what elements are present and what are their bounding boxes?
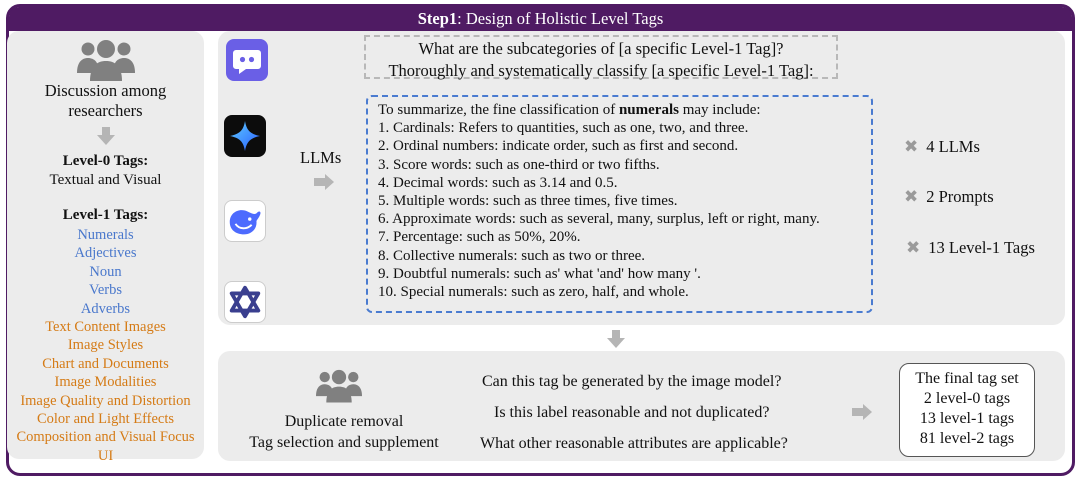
down-arrow-icon xyxy=(97,127,115,145)
tag-item: Text Content Images xyxy=(45,319,166,336)
response-intro: To summarize, the fine classification of numerals may include: xyxy=(378,102,761,118)
response-item: 6. Approximate words: such as several, many, surplus, left or right, many. xyxy=(378,211,820,228)
right-arrow-icon xyxy=(314,174,334,190)
tag-item: Numerals xyxy=(77,227,134,243)
level0-heading: Level-0 Tags: xyxy=(62,153,149,169)
level0-value: Textual and Visual xyxy=(49,172,162,188)
tag-item: Noun xyxy=(89,263,122,280)
stat-llms: ✖ 4 LLMs xyxy=(904,137,980,157)
stat-prompts: ✖ 2 Prompts xyxy=(904,187,994,207)
step-title: Step1: Design of Holistic Level Tags xyxy=(9,7,1072,31)
chat-bot-icon xyxy=(226,39,268,81)
multiply-icon: ✖ xyxy=(906,238,921,258)
question-text: What other reasonable attributes are applicable? xyxy=(480,435,788,452)
tag-item: Image Quality and Distortion xyxy=(20,392,191,409)
tag-item: Image Modalities xyxy=(54,374,157,391)
whale-icon xyxy=(224,200,266,242)
tag-item: Chart and Documents xyxy=(42,355,169,372)
left-panel xyxy=(7,31,204,464)
multiply-icon: ✖ xyxy=(904,187,919,207)
prompt-line: What are the subcategories of [a specific Level-1 Tag]? xyxy=(418,39,784,58)
stat-level1-tags: ✖ 13 Level-1 Tags xyxy=(906,238,1035,258)
refinement-steps: Duplicate removal Tag selection and supplement xyxy=(249,413,439,451)
prompt-line: Thoroughly and systematically classify [a specific Level-1 Tag]: xyxy=(388,61,814,80)
response-box xyxy=(366,95,873,313)
tag-item: Adverbs xyxy=(80,300,131,317)
final-tag-set-box: The final tag set 2 level-0 tags 13 level-1 tags 81 level-2 tags xyxy=(899,363,1035,457)
level1-tag-list xyxy=(7,226,204,465)
response-item: 10. Special numerals: such as zero, half, and whole. xyxy=(378,284,689,301)
tag-item: Image Styles xyxy=(67,337,144,354)
response-item: 4. Decimal words: such as 3.14 and 0.5. xyxy=(378,174,618,191)
tag-item: Composition and Visual Focus xyxy=(16,429,195,446)
tag-item: Verbs xyxy=(88,282,123,299)
discussion-text: Discussion among researchers xyxy=(44,81,167,120)
response-item: 3. Score words: such as one-third or two fifths. xyxy=(378,156,660,173)
response-item: 9. Doubtful numerals: such as' what 'and' how many '. xyxy=(378,265,701,282)
people-icon xyxy=(316,367,362,403)
people-icon xyxy=(77,37,135,81)
right-arrow-icon xyxy=(852,404,872,420)
tag-item: Adjectives xyxy=(74,245,137,262)
tag-item: UI xyxy=(97,447,114,464)
question-text: Can this tag be generated by the image model? xyxy=(482,373,782,390)
response-item: 2. Ordinal numbers: indicate order, such as first and second. xyxy=(378,138,739,155)
sparkle-icon xyxy=(224,115,266,157)
llms-label: LLMs xyxy=(300,148,342,167)
response-item: 8. Collective numerals: such as two or three. xyxy=(378,247,646,264)
question-text: Is this label reasonable and not duplicated? xyxy=(494,404,770,421)
response-item: 5. Multiple words: such as three times, five times. xyxy=(378,193,678,210)
prompt-box xyxy=(364,35,838,79)
hexagram-icon xyxy=(224,281,266,323)
response-item: 7. Percentage: such as 50%, 20%. xyxy=(378,229,581,246)
down-arrow-icon xyxy=(607,330,625,348)
response-item: 1. Cardinals: Refers to quantities, such as one, two, and three. xyxy=(378,120,749,137)
multiply-icon: ✖ xyxy=(904,137,919,157)
tag-item: Color and Light Effects xyxy=(36,411,175,428)
level1-heading: Level-1 Tags: xyxy=(62,207,149,223)
